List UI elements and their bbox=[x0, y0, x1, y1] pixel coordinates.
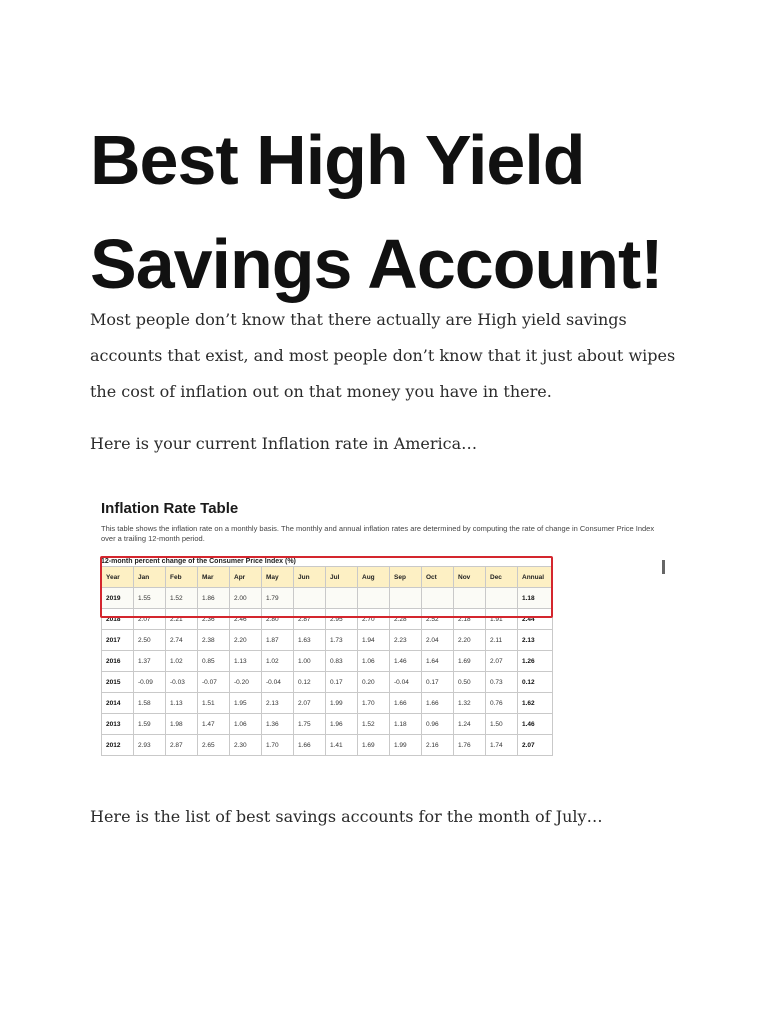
column-header-jul: Jul bbox=[326, 567, 358, 588]
column-header-jun: Jun bbox=[294, 567, 326, 588]
month-cell: 2.46 bbox=[230, 609, 262, 630]
month-cell: -0.07 bbox=[198, 672, 230, 693]
month-cell: 2.07 bbox=[294, 693, 326, 714]
month-cell: 1.24 bbox=[454, 714, 486, 735]
table-row bbox=[102, 651, 553, 672]
month-cell: 2.95 bbox=[326, 609, 358, 630]
month-cell: -0.20 bbox=[230, 672, 262, 693]
month-cell bbox=[454, 588, 486, 609]
month-cell: 2.50 bbox=[134, 630, 166, 651]
month-cell: 0.12 bbox=[294, 672, 326, 693]
month-cell: 0.50 bbox=[454, 672, 486, 693]
month-cell: 1.32 bbox=[454, 693, 486, 714]
month-cell: 1.46 bbox=[390, 651, 422, 672]
month-cell: 1.79 bbox=[262, 588, 294, 609]
month-cell: 1.52 bbox=[166, 588, 198, 609]
year-cell: 2019 bbox=[102, 588, 134, 609]
month-cell: 1.41 bbox=[326, 735, 358, 756]
month-cell: 1.59 bbox=[134, 714, 166, 735]
column-header-annual: Annual bbox=[518, 567, 553, 588]
month-cell: 2.30 bbox=[230, 735, 262, 756]
image-bottom-edge bbox=[94, 764, 680, 774]
column-header-sep: Sep bbox=[390, 567, 422, 588]
month-cell: 1.06 bbox=[230, 714, 262, 735]
month-cell: 0.73 bbox=[486, 672, 518, 693]
month-cell: 0.17 bbox=[422, 672, 454, 693]
month-cell: 1.66 bbox=[294, 735, 326, 756]
month-cell: 2.20 bbox=[230, 630, 262, 651]
month-cell: 2.28 bbox=[390, 609, 422, 630]
month-cell: 1.66 bbox=[390, 693, 422, 714]
month-cell: 2.21 bbox=[166, 609, 198, 630]
year-cell: 2017 bbox=[102, 630, 134, 651]
column-header-year: Year bbox=[102, 567, 134, 588]
month-cell: 1.36 bbox=[262, 714, 294, 735]
month-cell: 2.65 bbox=[198, 735, 230, 756]
month-cell: 2.87 bbox=[294, 609, 326, 630]
year-cell: 2015 bbox=[102, 672, 134, 693]
month-cell bbox=[358, 588, 390, 609]
column-header-oct: Oct bbox=[422, 567, 454, 588]
month-cell: 1.50 bbox=[486, 714, 518, 735]
month-cell: 1.96 bbox=[326, 714, 358, 735]
month-cell: 1.76 bbox=[454, 735, 486, 756]
month-cell: 2.00 bbox=[230, 588, 262, 609]
table-row bbox=[102, 588, 553, 609]
month-cell: 2.20 bbox=[454, 630, 486, 651]
table-row bbox=[102, 735, 553, 756]
annual-cell: 1.18 bbox=[518, 588, 553, 609]
month-cell: 1.18 bbox=[390, 714, 422, 735]
month-cell: 2.16 bbox=[422, 735, 454, 756]
table-row bbox=[102, 630, 553, 651]
column-header-mar: Mar bbox=[198, 567, 230, 588]
month-cell: 1.73 bbox=[326, 630, 358, 651]
month-cell bbox=[326, 588, 358, 609]
month-cell bbox=[294, 588, 326, 609]
month-cell: -0.04 bbox=[262, 672, 294, 693]
month-cell: 2.13 bbox=[262, 693, 294, 714]
column-header-jan: Jan bbox=[134, 567, 166, 588]
column-header-may: May bbox=[262, 567, 294, 588]
month-cell: 1.69 bbox=[358, 735, 390, 756]
month-cell: 1.51 bbox=[198, 693, 230, 714]
month-cell: 1.99 bbox=[326, 693, 358, 714]
month-cell: 0.17 bbox=[326, 672, 358, 693]
month-cell: 0.85 bbox=[198, 651, 230, 672]
month-cell: 0.83 bbox=[326, 651, 358, 672]
inflation-intro-paragraph: Here is your current Inflation rate in America… bbox=[90, 434, 478, 453]
table-row bbox=[102, 714, 553, 735]
month-cell: 2.70 bbox=[358, 609, 390, 630]
month-cell: 1.75 bbox=[294, 714, 326, 735]
month-cell: 2.74 bbox=[166, 630, 198, 651]
month-cell: 2.52 bbox=[422, 609, 454, 630]
month-cell: 1.58 bbox=[134, 693, 166, 714]
annual-cell: 2.13 bbox=[518, 630, 553, 651]
month-cell: 1.86 bbox=[198, 588, 230, 609]
article-title: Best High Yield Savings Account! bbox=[90, 121, 663, 303]
month-cell: 1.87 bbox=[262, 630, 294, 651]
month-cell: 2.04 bbox=[422, 630, 454, 651]
inflation-table-caption: 12-month percent change of the Consumer Price Index (%) bbox=[101, 558, 296, 565]
scrollbar-indicator bbox=[662, 560, 665, 574]
month-cell: 1.70 bbox=[358, 693, 390, 714]
month-cell: 0.20 bbox=[358, 672, 390, 693]
month-cell: 1.06 bbox=[358, 651, 390, 672]
month-cell bbox=[486, 588, 518, 609]
year-cell: 2014 bbox=[102, 693, 134, 714]
table-body bbox=[102, 588, 553, 756]
year-cell: 2018 bbox=[102, 609, 134, 630]
month-cell: 2.18 bbox=[454, 609, 486, 630]
column-header-dec: Dec bbox=[486, 567, 518, 588]
table-header-row bbox=[102, 567, 553, 588]
savings-intro-paragraph: Here is the list of best savings accounts for the month of July… bbox=[90, 807, 603, 826]
year-cell: 2012 bbox=[102, 735, 134, 756]
table-row bbox=[102, 693, 553, 714]
month-cell: -0.09 bbox=[134, 672, 166, 693]
month-cell: 2.07 bbox=[486, 651, 518, 672]
table-row bbox=[102, 609, 553, 630]
month-cell: 2.80 bbox=[262, 609, 294, 630]
month-cell: 0.96 bbox=[422, 714, 454, 735]
month-cell: -0.03 bbox=[166, 672, 198, 693]
column-header-apr: Apr bbox=[230, 567, 262, 588]
month-cell: 1.69 bbox=[454, 651, 486, 672]
month-cell: 1.37 bbox=[134, 651, 166, 672]
inflation-table-description: This table shows the inflation rate on a monthly basis. The monthly and annual inflation rates are determined by computing the rate of change in Consumer Price Index over a trailing 12-month period. bbox=[101, 524, 655, 543]
month-cell: 2.23 bbox=[390, 630, 422, 651]
month-cell: 1.02 bbox=[262, 651, 294, 672]
inflation-table-title: Inflation Rate Table bbox=[101, 500, 239, 517]
year-cell: 2013 bbox=[102, 714, 134, 735]
month-cell: 2.11 bbox=[486, 630, 518, 651]
month-cell: 2.07 bbox=[134, 609, 166, 630]
month-cell: 1.74 bbox=[486, 735, 518, 756]
month-cell: 1.99 bbox=[390, 735, 422, 756]
column-header-aug: Aug bbox=[358, 567, 390, 588]
month-cell: 1.64 bbox=[422, 651, 454, 672]
column-header-feb: Feb bbox=[166, 567, 198, 588]
month-cell: 2.93 bbox=[134, 735, 166, 756]
annual-cell: 0.12 bbox=[518, 672, 553, 693]
annual-cell: 2.07 bbox=[518, 735, 553, 756]
month-cell: 0.76 bbox=[486, 693, 518, 714]
month-cell: 1.91 bbox=[486, 609, 518, 630]
annual-cell: 1.62 bbox=[518, 693, 553, 714]
inflation-table-image bbox=[94, 492, 680, 774]
month-cell: 2.87 bbox=[166, 735, 198, 756]
month-cell bbox=[390, 588, 422, 609]
annual-cell: 1.46 bbox=[518, 714, 553, 735]
annual-cell: 2.44 bbox=[518, 609, 553, 630]
month-cell: 1.98 bbox=[166, 714, 198, 735]
inflation-table bbox=[101, 566, 553, 756]
month-cell: 1.00 bbox=[294, 651, 326, 672]
month-cell: 1.70 bbox=[262, 735, 294, 756]
month-cell: 1.13 bbox=[166, 693, 198, 714]
month-cell: 2.38 bbox=[198, 630, 230, 651]
year-cell: 2016 bbox=[102, 651, 134, 672]
month-cell: 1.66 bbox=[422, 693, 454, 714]
month-cell bbox=[422, 588, 454, 609]
month-cell: 1.47 bbox=[198, 714, 230, 735]
month-cell: 1.52 bbox=[358, 714, 390, 735]
month-cell: 1.95 bbox=[230, 693, 262, 714]
table-row bbox=[102, 672, 553, 693]
month-cell: 1.63 bbox=[294, 630, 326, 651]
month-cell: 1.55 bbox=[134, 588, 166, 609]
month-cell: -0.04 bbox=[390, 672, 422, 693]
month-cell: 2.36 bbox=[198, 609, 230, 630]
month-cell: 1.13 bbox=[230, 651, 262, 672]
month-cell: 1.02 bbox=[166, 651, 198, 672]
annual-cell: 1.26 bbox=[518, 651, 553, 672]
column-header-nov: Nov bbox=[454, 567, 486, 588]
intro-paragraph: Most people don’t know that there actually are High yield savings accounts that exist, and most people don’t know that it just about wipes the cost of inflation out on that money you have in there. bbox=[90, 310, 676, 401]
month-cell: 1.94 bbox=[358, 630, 390, 651]
